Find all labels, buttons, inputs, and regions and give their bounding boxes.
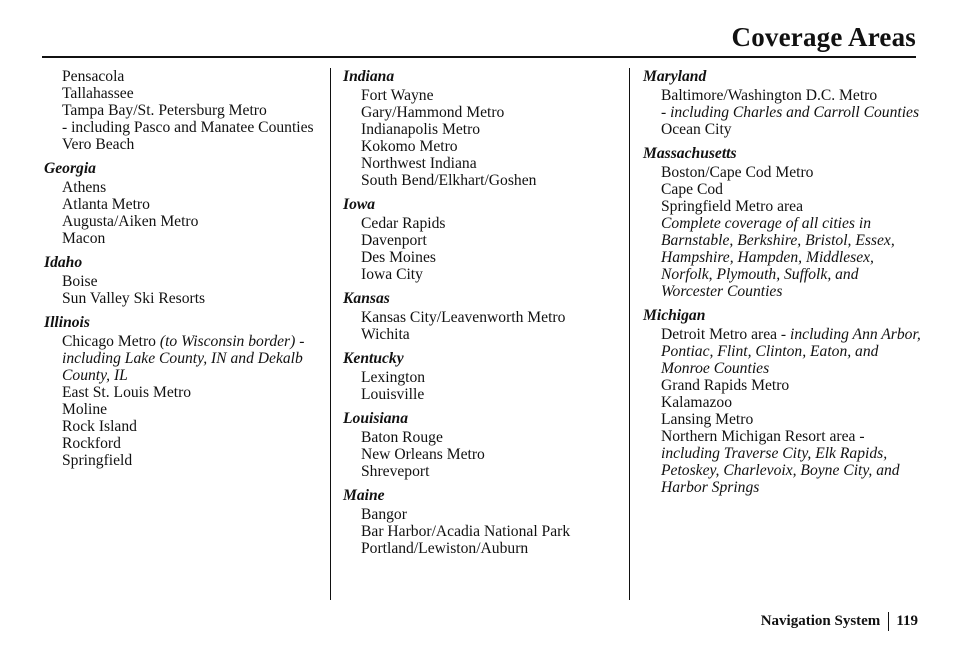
coverage-item — [361, 249, 623, 266]
coverage-area-name: Bar Harbor/Acadia National Park — [361, 523, 571, 540]
page-title: Coverage Areas — [731, 22, 916, 52]
coverage-item — [361, 138, 623, 155]
coverage-item — [361, 121, 623, 138]
coverage-note: including Traverse City, Elk Rapids, Petoskey, Charlevoix, Boyne City, and Harbor Springs — [661, 445, 900, 496]
coverage-list — [343, 506, 623, 557]
coverage-area-name: Indianapolis Metro — [361, 121, 481, 138]
coverage-area-name: Macon — [62, 230, 106, 247]
coverage-area-name: Moline — [62, 401, 108, 418]
coverage-area-name: New Orleans Metro — [361, 446, 485, 463]
coverage-item — [62, 435, 324, 452]
coverage-item — [361, 429, 623, 446]
coverage-list — [643, 164, 923, 300]
coverage-column-3 — [643, 68, 923, 496]
coverage-list — [343, 309, 623, 343]
coverage-item — [361, 446, 623, 463]
coverage-area-name: Pensacola — [62, 68, 125, 85]
coverage-item — [361, 506, 623, 523]
coverage-item — [62, 452, 324, 469]
coverage-item — [62, 384, 324, 401]
coverage-item — [62, 333, 324, 384]
coverage-area-name: Iowa City — [361, 266, 423, 283]
coverage-area-name: Chicago Metro — [62, 333, 160, 350]
coverage-area-name: South Bend/Elkhart/Goshen — [361, 172, 537, 189]
coverage-area-name: - including Pasco and Manatee Counties — [62, 119, 314, 136]
coverage-item — [661, 181, 923, 198]
coverage-item — [361, 326, 623, 343]
coverage-item — [661, 326, 923, 377]
coverage-area-name: Springfield Metro area — [661, 198, 804, 215]
coverage-area-name: Tallahassee — [62, 85, 134, 102]
state-heading: Kansas — [343, 290, 390, 307]
title-rule — [42, 56, 916, 58]
coverage-item — [62, 119, 324, 136]
coverage-area-name: Grand Rapids Metro — [661, 377, 790, 394]
coverage-item — [661, 428, 923, 496]
coverage-item — [661, 164, 923, 181]
state-heading: Iowa — [343, 196, 376, 213]
coverage-area-name: Northwest Indiana — [361, 155, 477, 172]
coverage-item — [361, 232, 623, 249]
coverage-area-name: Boise — [62, 273, 98, 290]
state-heading: Illinois — [44, 314, 90, 331]
coverage-list — [44, 179, 324, 247]
coverage-area-name: Vero Beach — [62, 136, 135, 153]
coverage-area-name: Wichita — [361, 326, 410, 343]
coverage-item — [661, 215, 923, 300]
coverage-list — [343, 429, 623, 480]
coverage-note: Complete coverage of all cities in Barnstable, Berkshire, Bristol, Essex, Hampshire, Hampden, Middlesex, Norfolk, Plymouth, Suffolk, and Worcester Counties — [661, 215, 895, 300]
coverage-list — [44, 68, 324, 153]
coverage-item — [62, 418, 324, 435]
coverage-item — [361, 309, 623, 326]
coverage-item — [361, 87, 623, 104]
coverage-area-name: Shreveport — [361, 463, 430, 480]
coverage-area-name: Gary/Hammond Metro — [361, 104, 505, 121]
coverage-note: - including Charles and Carroll Counties — [661, 104, 920, 121]
coverage-list — [643, 87, 923, 138]
coverage-area-name: Portland/Lewiston/Auburn — [361, 540, 529, 557]
coverage-list — [643, 326, 923, 496]
coverage-area-name: Northern Michigan Resort area - — [661, 428, 865, 445]
coverage-note: including Ann Arbor, Pontiac, Flint, Clinton, Eaton, and Monroe Counties — [661, 326, 921, 377]
coverage-item — [62, 273, 324, 290]
coverage-item — [62, 85, 324, 102]
state-heading: Louisiana — [343, 410, 408, 427]
coverage-column-1 — [44, 68, 324, 469]
coverage-item — [661, 87, 923, 104]
coverage-item — [62, 401, 324, 418]
coverage-item — [62, 213, 324, 230]
coverage-item — [661, 377, 923, 394]
coverage-item — [661, 394, 923, 411]
coverage-list — [343, 369, 623, 403]
coverage-item — [361, 215, 623, 232]
coverage-area-name: Davenport — [361, 232, 427, 249]
coverage-area-name: Ocean City — [661, 121, 732, 138]
coverage-note: (to Wisconsin border) - including Lake County, IN and Dekalb County, IL — [62, 333, 305, 384]
coverage-list — [44, 273, 324, 307]
coverage-item — [361, 386, 623, 403]
coverage-item — [661, 411, 923, 428]
coverage-item — [62, 179, 324, 196]
page-footer — [761, 612, 918, 631]
coverage-area-name: Rock Island — [62, 418, 137, 435]
coverage-column-2 — [343, 68, 623, 557]
state-heading: Maine — [343, 487, 385, 504]
coverage-item — [62, 196, 324, 213]
column-divider — [330, 68, 331, 600]
coverage-area-name: Boston/Cape Cod Metro — [661, 164, 814, 181]
coverage-area-name: Lansing Metro — [661, 411, 754, 428]
coverage-area-name: Augusta/Aiken Metro — [62, 213, 199, 230]
coverage-item — [361, 463, 623, 480]
state-heading: Michigan — [643, 307, 706, 324]
coverage-area-name: Cape Cod — [661, 181, 723, 198]
coverage-area-name: Fort Wayne — [361, 87, 434, 104]
state-heading: Kentucky — [343, 350, 404, 367]
coverage-area-name: Sun Valley Ski Resorts — [62, 290, 206, 307]
coverage-item — [661, 104, 923, 121]
coverage-item — [661, 198, 923, 215]
coverage-area-name: Kokomo Metro — [361, 138, 458, 155]
coverage-area-name: Kalamazoo — [661, 394, 733, 411]
coverage-item — [361, 172, 623, 189]
coverage-item — [62, 68, 324, 85]
state-heading: Georgia — [44, 160, 96, 177]
coverage-list — [343, 215, 623, 283]
coverage-area-name: Springfield — [62, 452, 133, 469]
coverage-area-name: Baton Rouge — [361, 429, 443, 446]
coverage-area-name: Kansas City/Leavenworth Metro — [361, 309, 566, 326]
state-heading: Indiana — [343, 68, 395, 85]
page-number: 119 — [888, 612, 918, 631]
coverage-item — [62, 102, 324, 119]
footer-section-name: Navigation System — [760, 613, 881, 629]
coverage-item — [62, 290, 324, 307]
coverage-area-name: Bangor — [361, 506, 407, 523]
coverage-item — [361, 540, 623, 557]
coverage-area-name: Louisville — [361, 386, 425, 403]
coverage-list — [44, 333, 324, 469]
column-divider — [629, 68, 630, 600]
coverage-area-name: Rockford — [62, 435, 121, 452]
coverage-item — [361, 266, 623, 283]
coverage-area-name: Des Moines — [361, 249, 436, 266]
coverage-area-name: East St. Louis Metro — [62, 384, 192, 401]
coverage-item — [361, 104, 623, 121]
coverage-area-name: Athens — [62, 179, 107, 196]
coverage-area-name: Tampa Bay/St. Petersburg Metro — [62, 102, 267, 119]
state-heading: Massachusetts — [643, 145, 737, 162]
coverage-area-name: Detroit Metro area - — [661, 326, 791, 343]
coverage-area-name: Lexington — [361, 369, 426, 386]
coverage-list — [343, 87, 623, 189]
coverage-item — [361, 155, 623, 172]
coverage-item — [62, 230, 324, 247]
coverage-area-name: Atlanta Metro — [62, 196, 150, 213]
coverage-item — [361, 523, 623, 540]
coverage-item — [62, 136, 324, 153]
coverage-item — [661, 121, 923, 138]
coverage-area-name: Cedar Rapids — [361, 215, 446, 232]
coverage-area-name: Baltimore/Washington D.C. Metro — [661, 87, 878, 104]
coverage-item — [361, 369, 623, 386]
state-heading: Maryland — [643, 68, 707, 85]
state-heading: Idaho — [44, 254, 83, 271]
